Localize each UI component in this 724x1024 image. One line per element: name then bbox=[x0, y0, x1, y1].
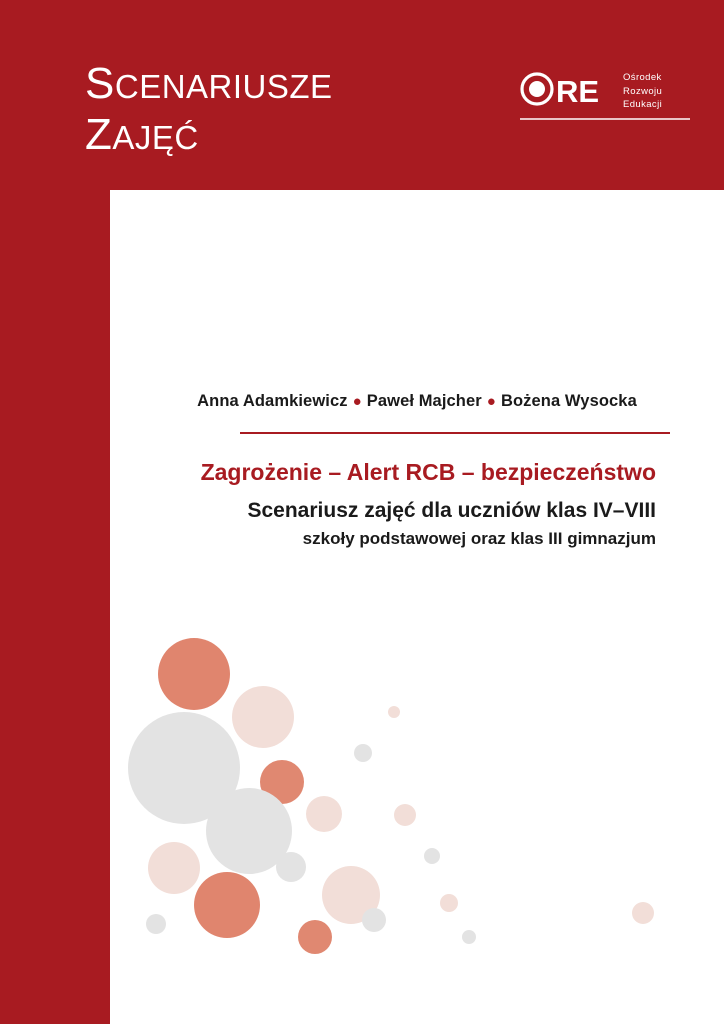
decor-circle bbox=[394, 804, 416, 826]
decor-circle bbox=[462, 930, 476, 944]
author-3: Bożena Wysocka bbox=[500, 392, 637, 410]
subtitle-secondary: szkoły podstawowej oraz klas III gimnazjum bbox=[302, 529, 656, 549]
series-title-line-1 bbox=[85, 59, 333, 108]
ore-logo bbox=[520, 68, 690, 130]
decor-circle bbox=[146, 914, 166, 934]
decor-circle bbox=[298, 920, 332, 954]
title-block bbox=[110, 458, 690, 550]
subtitle-primary: Scenariusz zajęć dla uczniów klas IV–VIII bbox=[247, 498, 656, 522]
decor-circle bbox=[388, 706, 400, 718]
page-title: Zagrożenie – Alert RCB – bezpieczeństwo bbox=[200, 459, 656, 485]
series-title-line-2-cap: Z bbox=[85, 109, 113, 159]
ore-logo-text-line-1: Ośrodek bbox=[623, 72, 662, 83]
author-1: Anna Adamkiewicz bbox=[197, 392, 348, 410]
series-title bbox=[85, 59, 333, 159]
author-2: Paweł Majcher bbox=[366, 392, 482, 410]
ore-logo-mark bbox=[520, 68, 624, 114]
decor-circle bbox=[276, 852, 306, 882]
ore-logo-text bbox=[623, 71, 662, 112]
author-separator-2: ● bbox=[486, 393, 496, 410]
series-title-line-2 bbox=[85, 109, 333, 159]
decor-circle bbox=[194, 872, 260, 938]
decor-circle bbox=[306, 796, 342, 832]
decor-circle bbox=[232, 686, 294, 748]
svg-text:RE: RE bbox=[556, 74, 600, 109]
decor-circle bbox=[148, 842, 200, 894]
decor-circle bbox=[354, 744, 372, 762]
decor-circle bbox=[632, 902, 654, 924]
ore-logo-text-line-3: Edukacji bbox=[623, 99, 663, 110]
ore-logo-text-line-2: Rozwoju bbox=[623, 85, 663, 97]
decor-circle bbox=[362, 908, 386, 932]
authors-line bbox=[110, 392, 724, 411]
decorative-circles bbox=[110, 590, 724, 1024]
series-title-line-1-cap: S bbox=[85, 59, 115, 108]
decor-circle bbox=[424, 848, 440, 864]
ore-logo-underline bbox=[520, 118, 690, 120]
series-title-line-2-rest: AJĘĆ bbox=[112, 118, 199, 156]
series-title-line-1-rest: CENARIUSZE bbox=[114, 68, 333, 105]
decor-circle bbox=[440, 894, 458, 912]
title-divider bbox=[240, 432, 670, 434]
author-separator-1: ● bbox=[352, 393, 362, 410]
decor-circle bbox=[158, 638, 230, 710]
